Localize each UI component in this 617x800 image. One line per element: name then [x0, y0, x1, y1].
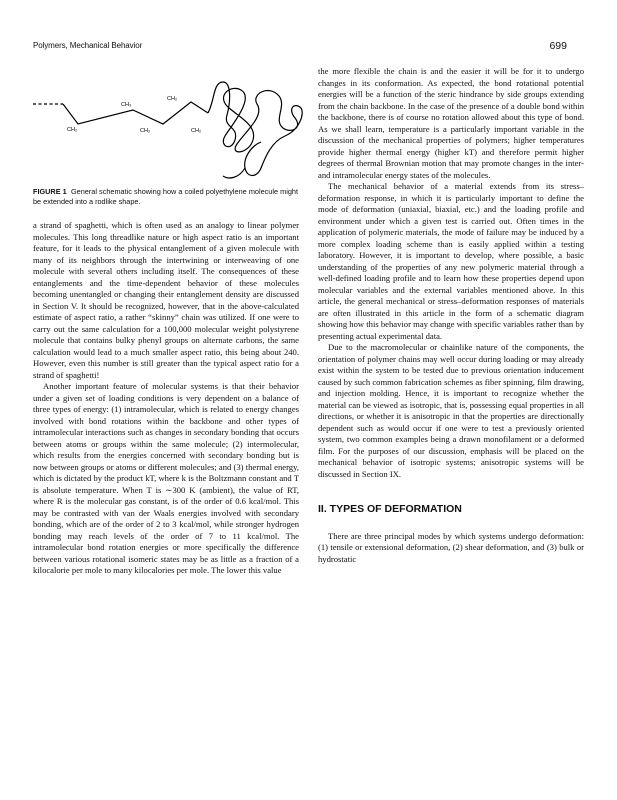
polyethylene-chain-diagram: [33, 60, 305, 190]
right-paragraph-3: Due to the macromolecular or chainlike nature of the components, the orientation of polymer chains may well occur during loading or may already exist within the system to be tested due to previous orientation inducement caused by such common fabrication schemes as fiber spinning, film drawing, and injection molding. Hence, it is important to recognize whether the material can be viewed as isotropic, that is, possessing equal properties in all directions, or whether it is anisotropic in that the properties are directionally dependent such as would occur if one were to test a previously oriented system, two common examples being a drawn monofilament or a deformed film. For the purposes of our discussion, emphasis will be placed on the mechanical behavior of isotropic systems; anisotropic systems will be discussed in Section IX.: [318, 342, 584, 479]
running-header: [33, 41, 567, 55]
label-ch2-1: CH₂: [67, 127, 78, 133]
figure-caption-label: FIGURE 1: [33, 187, 67, 196]
label-ch3: CH₂: [140, 128, 151, 134]
right-paragraph-1: the more flexible the chain is and the easier it will be for it to undergo changes in its conformation. As expected, the bond rotational potential energies will be a function of the steric hindrance by side groups extending from the chain backbone. In the case of the presence of a double bond within the backbone, there is of course no rotation allowed about this type of bond. As we shall learn, temperature is a particularly important variable in the discussion of the mechanical properties of polymers; higher temperatures provide higher thermal energy (higher kT) and therefore permit higher degrees of thermal Brownian motion that may promote changes in the inter- and intramolecular energy states of the molecules.: [318, 66, 584, 180]
figure-1: [33, 60, 305, 190]
zigzag-backbone: [63, 102, 208, 124]
left-column: [33, 220, 299, 577]
section-heading: II. TYPES OF DEFORMATION: [318, 503, 462, 515]
figure-caption-text: General schematic showing how a coiled polyethylene molecule might be extended into a rodlike shape.: [33, 187, 299, 206]
label-ch2-4: CH₂: [191, 128, 202, 134]
right-column: [318, 66, 584, 565]
running-title: Polymers, Mechanical Behavior: [33, 41, 143, 50]
left-paragraph-1: a strand of spaghetti, which is often used as an analogy to linear polymer molecules. This long threadlike nature or high aspect ratio is an important feature, for it leads to the physical entanglement of a given molecule with many of its neighbors through the intertwining or interweaving of one molecule with several others including itself. The consequences of these entanglements and the time-dependent behavior of these molecules becoming unentangled or changing their entanglement density are discussed in Section V. It should be recognized, however, that in the above-calculated estimate of aspect ratio, a rather “skinny” chain was utilized. If one were to carry out the same calculation for a 100,000 molecular weight polystyrene molecule that contains bulky phenyl groups on alternate carbons, the same calculation would lead to a much smaller aspect ratio, this being about 240. However, even this number is still greater than the typical aspect ratio for a strand of spaghetti!: [33, 220, 299, 380]
coiled-chain: [208, 82, 302, 176]
right-paragraph-2: The mechanical behavior of a material extends from its stress–deformation response, in which it is particularly important to define the mode of deformation (uniaxial, biaxial, etc.) and the loading profile and environment under which a given test is carried out. Often times in the application of polymeric materials, the mode of failure may be induced by a more complex loading scheme than is easily applied within a testing laboratory. However, it is important to develop, where possible, a basic understanding of the properties of any new polymeric material through a well-defined loading profile and to learn how these properties depend upon molecular variables and the external variables mentioned above. In this article, the general mechanical or stress–deformation responses of materials are often illustrated in this article in the form of a schematic diagram showing how this behavior may change with specific variables rather than by presenting actual experimental data.: [318, 181, 584, 341]
figure-caption: [33, 187, 298, 207]
left-paragraph-2: Another important feature of molecular systems is that their behavior under a given set of loading conditions is very dependent on a balance of three types of energy: (1) intramolecular, which is related to energy changes involved with bond rotations within the backbone and other types of intramolecular interactions such as changes in secondary bonding that occurs between atoms or groups within the same molecule; (2) intermolecular, which results from the energies concerned with secondary bonding but is now between groups or atoms or different molecules; and (3) thermal energy, which is dictated by the product kT, where k is the Boltzmann constant and T is absolute temperature. When T is ∼300 K (ambient), the value of RT, where R is the molecular gas constant, is of the order of 0.6 kcal/mol. This may be contrasted with van der Waals energies involved with secondary bonding, which are of the order of 2 to 3 kcal/mol, while stronger hydrogen bonding may reach levels of the order of 7 to 11 kcal/mol. The intramolecular bond rotation energies or more specifically the difference between various rotational isomeric states may be as little as a fraction of a kilocalorie per mole to many kilocalories per mole. The lower this value: [33, 381, 299, 575]
page-number: 699: [549, 40, 567, 52]
label-ch2-2: CH₃: [121, 102, 132, 108]
right-paragraph-after-heading: There are three principal modes by which systems undergo deformation: (1) tensile or extensional deformation, (2) shear deformation, and (3) bulk or hydrostatic: [318, 530, 584, 564]
coil-tail: [223, 168, 245, 178]
label-ch2-3: CH₂: [167, 96, 178, 102]
